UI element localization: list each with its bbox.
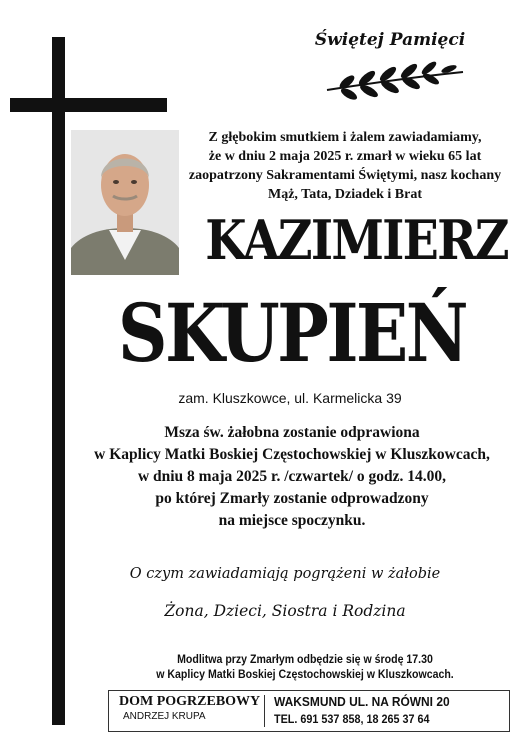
prayer-line: w Kaplicy Matki Boskiej Częstochowskiej w Kluszkowcach.: [156, 669, 454, 681]
deceased-first-name: KAZIMIERZ: [205, 208, 508, 272]
intro-line: zaopatrzony Sakramentami Świętymi, nasz kochany: [188, 168, 502, 183]
palm-branch-icon: [325, 60, 465, 100]
deceased-address: zam. Kluszkowce, ul. Karmelicka 39: [178, 390, 402, 406]
footer-divider: [264, 695, 265, 727]
cross-vertical-beam: [52, 37, 65, 725]
intro-line: że w dniu 2 maja 2025 r. zmarł w wieku 65 lat: [208, 149, 482, 164]
funeral-home-name: DOM POGRZEBOWY: [119, 694, 261, 709]
mass-line: Msza św. żałobna zostanie odprawiona: [164, 424, 420, 441]
funeral-home-owner: ANDRZEJ KRUPA: [123, 711, 206, 722]
prayer-notice: [126, 653, 485, 683]
deceased-last-name: SKUPIEŃ: [117, 286, 467, 380]
funeral-home-phone: TEL. 691 537 858, 18 265 37 64: [274, 712, 430, 726]
mass-line: w dniu 8 maja 2025 r. /czwartek/ o godz. 14.00,: [137, 468, 447, 485]
mass-line: w Kaplicy Matki Boskiej Częstochowskiej w Kluszkowcach,: [94, 446, 490, 463]
funeral-home-address: WAKSMUND UL. NA RÓWNI 20: [274, 694, 450, 709]
prayer-line: Modlitwa przy Zmarłym odbędzie się w środę 17.30: [177, 654, 433, 666]
cross-horizontal-beam: [10, 98, 167, 112]
mourners-intro: O czym zawiadamiają pogrążeni w żałobie: [129, 566, 441, 582]
announcement-intro: [185, 128, 505, 204]
intro-line: Mąż, Tata, Dziadek i Brat: [268, 187, 422, 202]
mass-line: na miejsce spoczynku.: [218, 512, 366, 529]
funeral-home-footer: [108, 690, 510, 732]
funeral-mass-details: [70, 422, 514, 532]
mass-line: po której Zmarły zostanie odprowadzony: [155, 490, 429, 507]
deceased-portrait-photo: [71, 130, 179, 275]
mourners-family: Żona, Dzieci, Siostra i Rodzina: [164, 602, 406, 620]
header-title: Świętej Pamięci: [314, 30, 466, 50]
portrait-image: [71, 130, 179, 275]
intro-line: Z głębokim smutkiem i żalem zawiadamiamy,: [208, 130, 482, 145]
